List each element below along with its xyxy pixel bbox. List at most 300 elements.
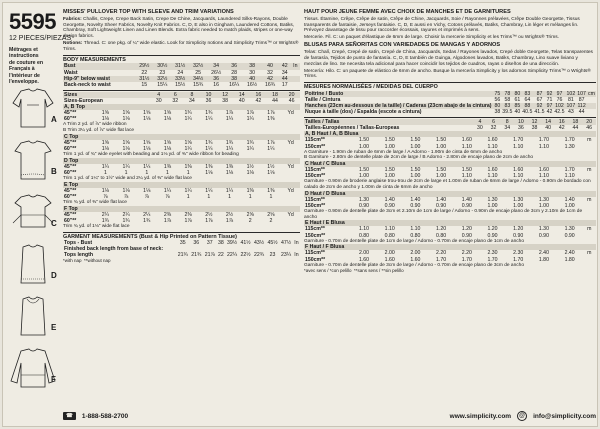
table-cell: 1⅛: [122, 116, 130, 123]
french-body-table: [304, 91, 596, 115]
table-cell: 1⅝: [101, 110, 109, 117]
table-cell: 44: [572, 125, 579, 132]
table-cell: 1.60: [410, 256, 421, 263]
table-cell: 1¼: [205, 116, 213, 123]
table-cell: 97: [553, 91, 565, 97]
table-cell: 1⅛: [143, 116, 151, 123]
table-cell: 42: [558, 125, 565, 132]
table-cell: 1.10: [358, 226, 370, 233]
table-cell: 0.90: [410, 202, 421, 209]
table-cell: 1¼: [246, 116, 254, 123]
table-cell: 1: [145, 169, 149, 176]
table-cell: 1⅛: [101, 145, 109, 152]
view-letter: F: [51, 375, 56, 384]
row-label: Tailles-Européennes / Tallas-Europeas: [305, 125, 400, 132]
table-cell: 1.30: [513, 196, 524, 203]
trim-note: B Garniture - 2.80m de dentelle plate de 2cm de large / B Adorno - 2.80m de encaje plano de 2cm de ancho: [304, 155, 534, 161]
table-cell: 36: [517, 125, 524, 132]
table-cell: 1¾: [205, 110, 213, 117]
table-cell: 0.90: [384, 202, 395, 209]
table-cell: 23¼: [281, 252, 292, 259]
table-cell: 1.70: [564, 167, 575, 174]
table-cell: 38: [494, 109, 501, 116]
row-label: Hanches (23cm au-dessous de la taille) / Caderas (23cm abajo de la cintura): [305, 102, 492, 109]
table-cell: 1¼: [267, 145, 275, 152]
table-cell: Yd: [287, 163, 294, 170]
table-cell: 1: [186, 169, 190, 176]
table-cell: m: [587, 196, 592, 203]
table-cell: m: [587, 167, 592, 174]
table-cell: 0.90: [564, 232, 575, 239]
phone-icon: ☎: [63, 412, 76, 420]
table-cell: 87: [533, 91, 545, 97]
view-yardage-table: [63, 158, 300, 176]
table-cell: 33½: [171, 76, 189, 82]
table-cell: 2⅜: [163, 211, 172, 218]
table-cell: 1: [166, 169, 169, 176]
row-label: Tops - Bust: [64, 240, 93, 247]
spanish-notions: Mercería: Hilo. C: un paquete de elástico de 6mm de ancho. Busque la mercería Simplicity y los adornos Simplicity Trims™ o Wrights® Trims.: [304, 68, 591, 80]
table-cell: 81: [567, 96, 574, 103]
table-cell: 2½: [205, 211, 213, 218]
table-cell: 1.00: [358, 173, 370, 180]
table-cell: 1¼: [246, 145, 254, 152]
table-cell: 1½: [246, 163, 254, 170]
table-cell: 1⅞: [225, 110, 234, 117]
table-cell: 92: [546, 90, 553, 97]
view-letter: C: [51, 219, 57, 228]
table-cell: 1.10: [513, 173, 524, 180]
view-letter: A: [51, 115, 57, 124]
table-cell: 1.60: [538, 167, 549, 174]
table-cell: 2.20: [461, 250, 472, 257]
table-cell: [587, 109, 596, 115]
table-row: [63, 82, 300, 88]
french-notice: Métrages et instructions de couture en Français à l'intérieur de l'enveloppe.: [9, 47, 44, 86]
table-cell: 6: [487, 119, 501, 125]
table-cell: 102: [566, 90, 576, 97]
table-cell: In: [294, 240, 299, 247]
table-cell: 1.10: [461, 143, 472, 150]
table-cell: 1.60: [487, 167, 498, 174]
table-cell: 42: [279, 63, 291, 69]
english-footnotes: *with nap **without nap: [63, 258, 111, 264]
table-cell: 1.40: [410, 196, 421, 203]
table-cell: [291, 82, 300, 88]
table-cell: 75: [494, 90, 501, 97]
table-cell: 1.10: [538, 143, 549, 150]
table-cell: 2.20: [436, 250, 447, 257]
table-cell: 40: [514, 109, 521, 116]
table-cell: 21¾: [191, 252, 202, 259]
table-cell: 1: [207, 193, 211, 200]
row-label: 115cm**: [305, 137, 325, 144]
table-cell: 1⅞: [184, 217, 192, 224]
table-cell: 1½: [267, 163, 275, 170]
table-cell: 1¼: [163, 187, 172, 194]
row-label: 45"**: [64, 110, 77, 117]
trim-note: Trim 1 yd. of ¾" wide eyelet with beading and 1⅛ yd. of ⅜" wide ribbon for beading: [63, 151, 239, 157]
table-cell: 1: [269, 193, 273, 200]
table-cell: 24: [177, 69, 184, 76]
view-yardage-table: [304, 244, 596, 262]
table-cell: 1.50: [384, 137, 395, 144]
table-cell: ⅞: [123, 193, 129, 200]
table-cell: 1.80: [564, 256, 575, 263]
table-cell: 34: [281, 69, 288, 76]
view-yardage-table: [304, 191, 596, 209]
table-cell: 1.30: [564, 143, 575, 150]
french-notions: Mercerie. Fil. C: un paquet d'élastique de 6mm de large. Choisir la mercerie Simplicity et les Trims™ ou Wrights® Trims.: [304, 35, 559, 41]
table-cell: In: [291, 63, 300, 69]
table-cell: 22¼: [226, 252, 238, 259]
trim-note: Garniture - 0.70m de dentelle plate de 1cm de large / Adorno - 0.70m de encaje plano de 1cm de ancho: [304, 238, 524, 244]
table-cell: 107: [577, 90, 586, 97]
table-cell: 28: [231, 69, 238, 76]
table-cell: 1.70: [564, 137, 575, 144]
table-cell: 46: [288, 97, 295, 104]
table-cell: 36: [193, 240, 200, 247]
table-cell: 34½: [189, 76, 207, 82]
table-cell: 15: [141, 81, 148, 88]
trim-note: Trim 1 yd. of 1¼" to 1½" wide and 2¼ yd. of ⅜" wide flat lace: [63, 175, 192, 181]
table-cell: 43: [567, 109, 574, 116]
table-cell: 92: [533, 103, 545, 109]
table-cell: 1⅛: [163, 145, 172, 152]
table-cell: 1⅞: [163, 217, 172, 224]
row-label: Tailles / Tallas: [304, 119, 473, 125]
table-cell: 1⅞: [267, 110, 275, 117]
trim-note: A Trim 2 yd. of ⅞" wide ribbon: [63, 122, 127, 128]
table-cell: 1⅛: [225, 169, 234, 176]
table-cell: 2¼: [122, 211, 130, 218]
table-cell: 42: [261, 76, 279, 82]
table-cell: 1¾: [246, 139, 254, 146]
row-label: 150cm**: [305, 256, 326, 263]
table-cell: 1.50: [410, 167, 421, 174]
table-cell: 1.10: [487, 143, 498, 150]
table-cell: Yd: [287, 110, 294, 117]
trim-note: Trim ¾ yd. of 1⅛" wide flat lace: [63, 223, 130, 229]
table-cell: 1.00: [384, 143, 395, 150]
footer-strip: [63, 408, 596, 424]
table-cell: 16¾: [265, 81, 276, 88]
table-cell: 1.00: [384, 173, 395, 180]
row-label: Finished back length from base of neck:: [64, 246, 164, 253]
table-cell: 1⅛: [122, 187, 130, 194]
table-cell: 102: [555, 102, 564, 109]
table-cell: 1.10: [461, 173, 472, 180]
view-letter: E: [51, 323, 57, 332]
table-cell: 1.10: [487, 173, 498, 180]
table-cell: 64: [524, 96, 531, 103]
table-cell: 1¼: [225, 116, 234, 123]
table-cell: 1.00: [436, 143, 447, 150]
table-cell: 40.5: [522, 109, 533, 116]
table-cell: 1.00: [436, 173, 447, 180]
table-cell: 2.00: [384, 250, 395, 257]
table-cell: 38: [222, 97, 229, 104]
table-cell: 12: [528, 119, 542, 125]
table-cell: 87: [578, 96, 585, 103]
row-label: Tops length: [64, 252, 94, 259]
table-cell: 1⅛: [101, 187, 109, 194]
table-cell: 42: [546, 109, 553, 116]
table-cell: 1⅜: [225, 163, 234, 170]
table-cell: 2⅝: [246, 211, 254, 218]
table-cell: 2.30: [513, 250, 524, 257]
table-cell: Yd: [287, 211, 294, 218]
table-cell: 1.50: [436, 167, 447, 174]
table-cell: 58: [504, 96, 511, 103]
french-yardage: [304, 131, 596, 268]
table-cell: 1.40: [564, 196, 575, 203]
table-cell: 1¾: [143, 217, 151, 224]
trim-note: A Garniture - 1.90m de ruban de 6mm de large / A Adorno - 1.90m de cinta de 6mm de ancho: [304, 149, 503, 155]
table-cell: 2: [269, 217, 273, 224]
table-cell: m: [587, 250, 592, 257]
table-cell: 47½: [281, 240, 292, 247]
table-cell: 1: [248, 193, 252, 200]
table-cell: 1.00: [410, 143, 421, 150]
table-cell: 1.00: [487, 202, 498, 209]
table-cell: 1.00: [564, 202, 575, 209]
table-cell: 1¼: [225, 145, 234, 152]
table-cell: 44: [578, 109, 585, 116]
table-cell: 21¾: [177, 252, 188, 259]
view-yardage-table: [63, 182, 300, 200]
table-cell: 1¾: [205, 139, 213, 146]
view-name: A, B Top: [63, 104, 300, 110]
table-cell: 78: [501, 91, 513, 97]
email-link[interactable]: info@simplicity.com: [533, 412, 596, 420]
row-label: 60"**: [64, 145, 77, 152]
table-cell: 1.30: [538, 226, 549, 233]
table-cell: 38: [243, 63, 261, 69]
table-cell: 76: [556, 96, 563, 103]
row-label: Taille / Cintura: [305, 96, 341, 103]
table-cell: 36: [225, 63, 243, 69]
view-name: A, B Haut / A, B Blusa: [304, 131, 596, 137]
table-cell: 1¾: [122, 217, 130, 224]
table-cell: 1⅜: [184, 163, 192, 170]
table-cell: 43½: [253, 240, 265, 247]
row-label: Sizes: [63, 92, 150, 98]
phone-number[interactable]: 1-888-588-2700: [81, 412, 129, 420]
table-cell: ⅞: [165, 193, 170, 200]
row-label: Nuque à taille (dos) / Espalda (escote a cintura): [305, 109, 422, 116]
table-cell: 0.80: [358, 232, 370, 239]
table-cell: 1.40: [384, 196, 395, 203]
english-garment-title: GARMENT MEASUREMENTS (Bust & Hip Printed on Pattern Tissue): [63, 233, 237, 240]
view-yardage-table: [304, 161, 596, 179]
table-cell: 14: [233, 92, 250, 98]
table-cell: 1.10: [384, 226, 395, 233]
table-cell: 40: [261, 63, 279, 69]
row-label: 115cm**: [305, 196, 325, 203]
table-cell: 1.00: [513, 202, 524, 209]
table-cell: 1⅜: [267, 187, 275, 194]
table-cell: 2.00: [358, 250, 370, 257]
table-cell: 1¼: [205, 145, 213, 152]
view-b-sketch: [7, 137, 59, 185]
row-label: 45"**: [64, 163, 77, 170]
table-cell: 34: [207, 63, 225, 69]
table-cell: 2¼: [101, 211, 109, 218]
table-cell: 1.70: [513, 256, 524, 263]
table-cell: 1.60: [384, 256, 395, 263]
table-cell: 112: [577, 102, 586, 109]
table-cell: 1.30: [538, 196, 549, 203]
table-cell: 1.60: [358, 256, 370, 263]
view-d-sketch: [7, 241, 59, 289]
row-label: 150cm**: [305, 173, 326, 180]
table-cell: 1⅜: [163, 163, 172, 170]
row-label: Bust: [63, 63, 135, 69]
table-cell: 20: [582, 119, 596, 125]
table-cell: 85: [514, 102, 521, 109]
table-cell: 17: [281, 81, 288, 88]
french-fabrics: Tissus. Étamine, Crêpe, Crêpe de satin, Crêpe de Chine, Jacquards, Soie / Rayonnes prélavées, Crêpe Double Georgette, Tissus transparents de fantaisie, Jerseys fantaisie. C, D, E aussi en Vichy, Cotons prélavés, Batiks, Chambray, Lin léger et mélanges lin. Prévoyez davantage de tissu pour raccorder écossais, rayures et imprimés à sens.: [304, 16, 580, 34]
pattern-envelope-back: [2, 2, 598, 427]
english-yardage: [63, 104, 300, 230]
table-cell: 1⅛: [246, 169, 254, 176]
table-cell: 1⅝: [122, 110, 130, 117]
table-cell: 6: [167, 92, 184, 98]
french-body-title: MESURES NORMALISÉES / MEDIDAS DEL CUERPO: [304, 84, 438, 91]
row-label: 150cm**: [305, 143, 326, 150]
table-cell: 1: [103, 169, 107, 176]
table-cell: 83: [521, 91, 533, 97]
table-cell: 30: [155, 97, 162, 104]
trim-note: Trim ¾ yd. of ⅜" wide flat lace: [63, 199, 127, 205]
french-sizes-table: [304, 119, 596, 131]
french-title: HAUT POUR JEUNE FEMME AVEC CHOIX DE MANCHES ET DE GARNITURES: [304, 9, 511, 15]
table-cell: 1.50: [384, 167, 395, 174]
view-yardage-table: [63, 134, 300, 152]
table-cell: In: [294, 252, 299, 259]
table-cell: 10: [514, 119, 528, 125]
row-label: Hip-9" below waist: [63, 76, 135, 82]
website-link[interactable]: www.simplicity.com: [449, 412, 512, 420]
table-cell: 1¼: [101, 163, 109, 170]
table-cell: 42.5: [554, 109, 565, 116]
row-label: Sizes-European: [64, 97, 103, 104]
table-cell: 0.90: [538, 232, 549, 239]
table-cell: 1.70: [487, 256, 498, 263]
view-name: C Top: [63, 134, 300, 140]
table-cell: 1⅞: [246, 110, 254, 117]
view-name: D Top: [63, 158, 300, 164]
table-cell: ⅞: [103, 193, 108, 200]
table-cell: 1.10: [564, 173, 575, 180]
english-body-title: BODY MEASUREMENTS: [63, 57, 126, 64]
table-cell: 39.5: [502, 109, 513, 116]
table-cell: 34: [504, 125, 511, 132]
english-sizes-table: [63, 92, 300, 104]
table-cell: 20: [283, 92, 300, 98]
table-cell: 16½: [247, 81, 258, 88]
table-cell: 21⅞: [204, 252, 215, 259]
view-name: D Haut / D Blusa: [304, 191, 596, 197]
row-label: Poitrine / Busto: [304, 91, 493, 97]
english-fabrics: Fabrics: Challis, Crepe, Crepe Back Satin, Crepe De Chine, Jacquards, Laundered Silks-Rayons, Double Georgette, Novelty Sheer Fabrics, Novelty Knit Fabrics. C, D, E also in Gingham, Laundered Cottons, Batiks, Chambray, Soft Lightweight Linen and Linen Blends. Extra fabric needed to match plaids, stripes or one-way design fabrics.: [63, 16, 295, 40]
table-cell: 1⅛: [163, 116, 172, 123]
table-cell: 1⅛: [101, 116, 109, 123]
table-cell: 46: [586, 125, 592, 132]
table-cell: 88: [521, 103, 533, 109]
table-cell: 0.90: [358, 202, 370, 209]
table-cell: 1¼: [184, 116, 192, 123]
table-cell: 35: [179, 240, 186, 247]
view-name: C Haut / C Blusa: [304, 161, 596, 167]
english-body-table: [63, 63, 300, 87]
table-cell: 1⅝: [143, 110, 151, 117]
view-yardage-table: [304, 131, 596, 149]
row-label: 60"**: [64, 169, 77, 176]
english-notions: Notions: Thread. C: one pkg. of ¼" wide elastic. Look for Simplicity notions and Simplicity Trims™ or Wrights® Trims.: [63, 41, 299, 53]
table-cell: 1⅞: [205, 217, 213, 224]
table-cell: 1: [186, 193, 190, 200]
table-cell: 1⅛: [267, 169, 275, 176]
table-cell: 1¼: [143, 163, 151, 170]
table-cell: 80: [494, 102, 501, 109]
table-cell: 15¼: [157, 81, 168, 88]
table-cell: 1.70: [513, 137, 524, 144]
table-cell: 12: [217, 92, 234, 98]
table-cell: 8: [500, 119, 514, 125]
table-cell: 2.30: [487, 250, 498, 257]
view-a-sketch: [7, 85, 59, 133]
table-cell: 1¼: [184, 145, 192, 152]
table-cell: cm: [588, 90, 595, 97]
table-cell: 61: [514, 96, 521, 103]
table-cell: 1.60: [461, 137, 472, 144]
table-cell: 0.90: [513, 232, 524, 239]
table-cell: 2.40: [564, 250, 575, 257]
table-cell: 15¾: [193, 81, 204, 88]
table-cell: 83: [501, 103, 513, 109]
table-cell: 39½: [226, 240, 238, 247]
view-c-sketch: [7, 189, 59, 237]
row-label: 45"**: [64, 211, 77, 218]
table-cell: 1⅜: [267, 116, 275, 123]
table-cell: 45½: [267, 240, 278, 247]
table-cell: 40: [545, 125, 552, 132]
table-cell: 41½: [240, 240, 251, 247]
table-cell: 26½: [211, 69, 222, 76]
view-letter: D: [51, 271, 57, 280]
view-name: F Top: [63, 206, 300, 212]
table-cell: 2½: [225, 211, 234, 218]
table-cell: 44: [279, 76, 291, 82]
table-cell: 1.50: [461, 167, 472, 174]
table-cell: 1.30: [564, 226, 575, 233]
table-cell: 1¼: [225, 187, 234, 194]
table-cell: 1: [228, 193, 231, 200]
table-cell: 4: [150, 92, 167, 98]
table-cell: 1.70: [461, 256, 472, 263]
table-cell: 1.70: [436, 256, 447, 263]
row-label: 150cm**: [305, 202, 326, 209]
table-cell: 1⅛: [122, 145, 130, 152]
table-cell: 1.00: [358, 143, 370, 150]
table-cell: 31½: [135, 76, 153, 82]
table-cell: 1.00: [410, 173, 421, 180]
table-cell: 0.80: [384, 232, 395, 239]
table-cell: 44: [272, 97, 278, 104]
english-garment-table: [63, 240, 300, 258]
